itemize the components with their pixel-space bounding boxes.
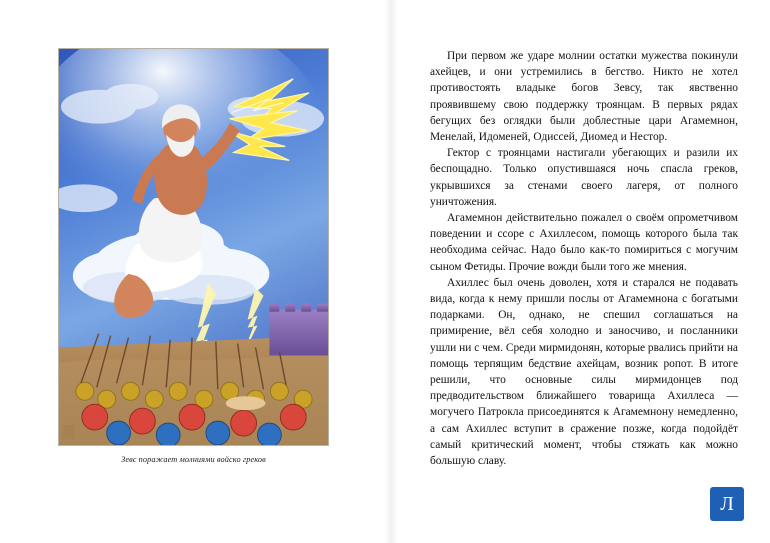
paragraph: Агамемнон действительно пожалел о своём опрометчивом поведении и ссоре с Ахиллесом, помощь которого была так необходима сейчас. Надо было как-то помириться с могучим сыном Фетиды. Прочие вожди были того же мнения. bbox=[430, 212, 738, 273]
body-text bbox=[430, 48, 738, 469]
zeus-lightning-illustration bbox=[58, 48, 329, 446]
illustration-caption: Зевс поражает молниями войско греков bbox=[121, 455, 266, 464]
publisher-logo-letter: Л bbox=[720, 493, 734, 515]
right-page bbox=[398, 0, 770, 543]
publisher-logo bbox=[710, 487, 744, 521]
paragraph: При первом же ударе молнии остатки мужества покинули ахейцев, и они устремились в бегство. Никто не хотел противостоять владыке богов Зевсу, так явственно проявившему свою поддержку троянцам. В первых рядах бегущих без оглядки были доблестные цари Агамемнон, Менелай, Идоменей, Одиссей, Диомед и Нестор. bbox=[430, 50, 738, 144]
illustration-artwork bbox=[59, 49, 328, 445]
paragraph: Гектор с троянцами настигали убегающих и разили их беспощадно. Только опустившаяся ночь спасла греков, укрывшихся за стенами своего лагеря, от полного уничтожения. bbox=[430, 147, 738, 208]
page-gutter-shadow bbox=[384, 0, 398, 543]
paragraph: Ахиллес был очень доволен, хотя и старался не подавать вида, когда к нему пришли послы от Агамемнона с богатыми подарками. Он, однако, не спешил соглашаться на примирение, вёл себя холодно и заносчиво, и посланники ушли ни с чем. Среди мирмидонян, которые рвались прийти на помощь терпящим бедствие ахейцам, возник ропот. В итоге решили, что основные силы мирмидонцев под предводительством ближайшего товарища Ахиллеса — могучего Патрокла присоединятся к Агамемнону немедленно, а сам Ахиллес вступит в сражение позже, когда подойдёт самый критический момент, чтобы стяжать как можно большую славу. bbox=[430, 276, 738, 468]
